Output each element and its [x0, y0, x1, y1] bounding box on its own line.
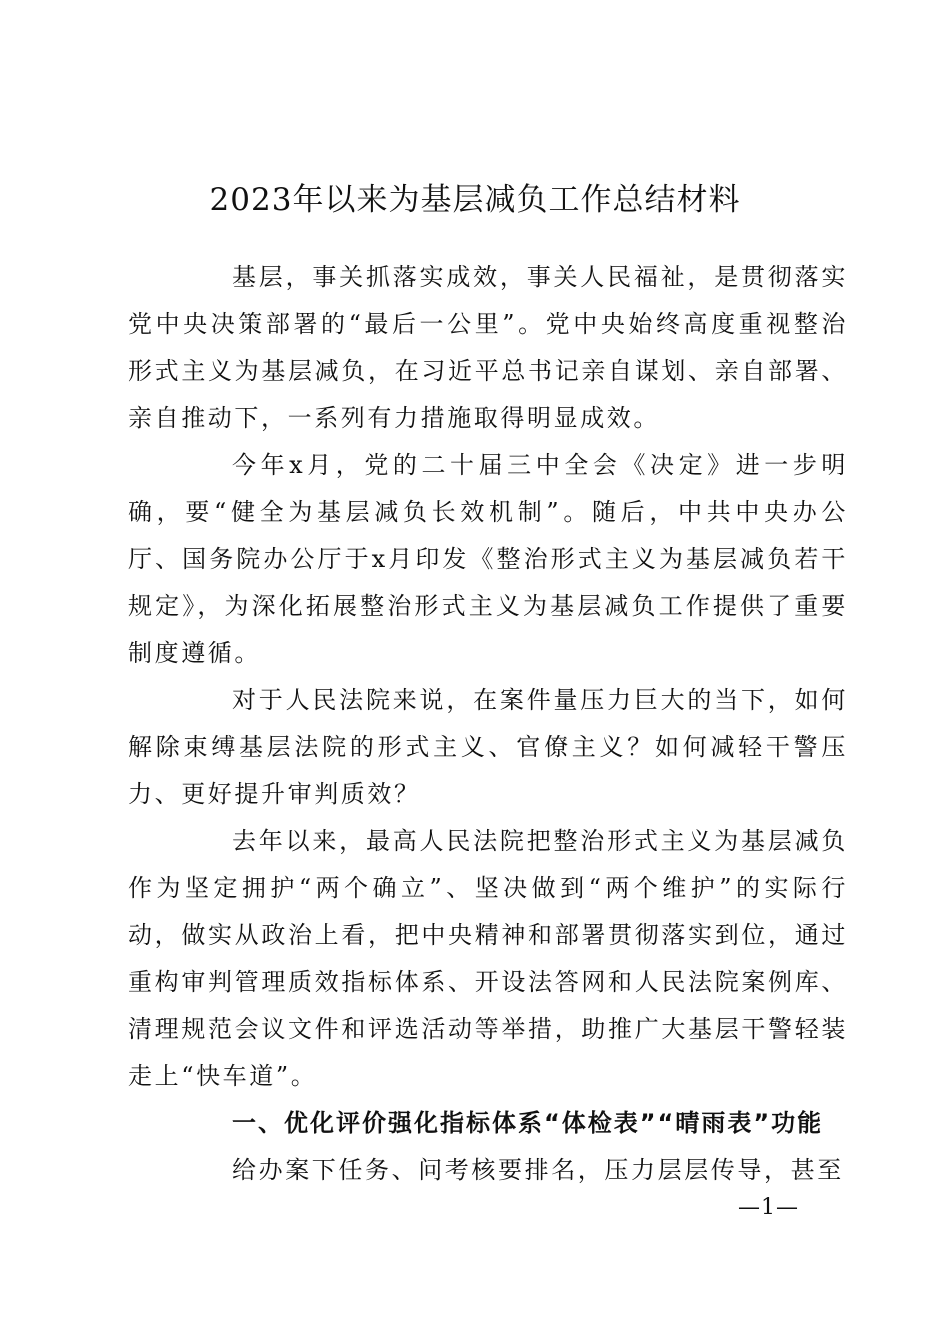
- paragraph-4: 去年以来，最高人民法院把整治形式主义为基层减负作为坚定拥护“两个确立”、坚决做到“两个维护”的实际行动，做实从政治上看，把中央精神和部署贯彻落实到位，通过重构审判管理质效指标体系、开设法答网和人民法院案例库、清理规范会议文件和评选活动等举措，助推广大基层干警轻装走上“快车道”。: [128, 827, 848, 1090]
- paragraph-3: 对于人民法院来说，在案件量压力巨大的当下，如何解除束缚基层法院的形式主义、官僚主义？如何减轻干警压力、更好提升审判质效？: [128, 686, 848, 808]
- paragraph-1: 基层，事关抓落实成效，事关人民福祉，是贯彻落实党中央决策部署的“最后一公里”。党中央始终高度重视整治形式主义为基层减负，在习近平总书记亲自谋划、亲自部署、亲自推动下，一系列有力措施取得明显成效。: [128, 263, 848, 432]
- document-body: [128, 254, 848, 1194]
- paragraph-2: 今年x月，党的二十届三中全会《决定》进一步明确，要“健全为基层减负长效机制”。随后，中共中央办公厅、国务院办公厅于x月印发《整治形式主义为基层减负若干规定》，为深化拓展整治形式主义为基层减负工作提供了重要制度遵循。: [128, 451, 848, 667]
- document-title: 2023年以来为基层减负工作总结材料: [209, 182, 741, 218]
- paragraph-5: 给办案下任务、问考核要排名，压力层层传导，甚至: [232, 1156, 844, 1184]
- section-heading: 一、优化评价强化指标体系“体检表”“晴雨表”功能: [232, 1109, 824, 1137]
- page-number: —1—: [738, 1195, 799, 1220]
